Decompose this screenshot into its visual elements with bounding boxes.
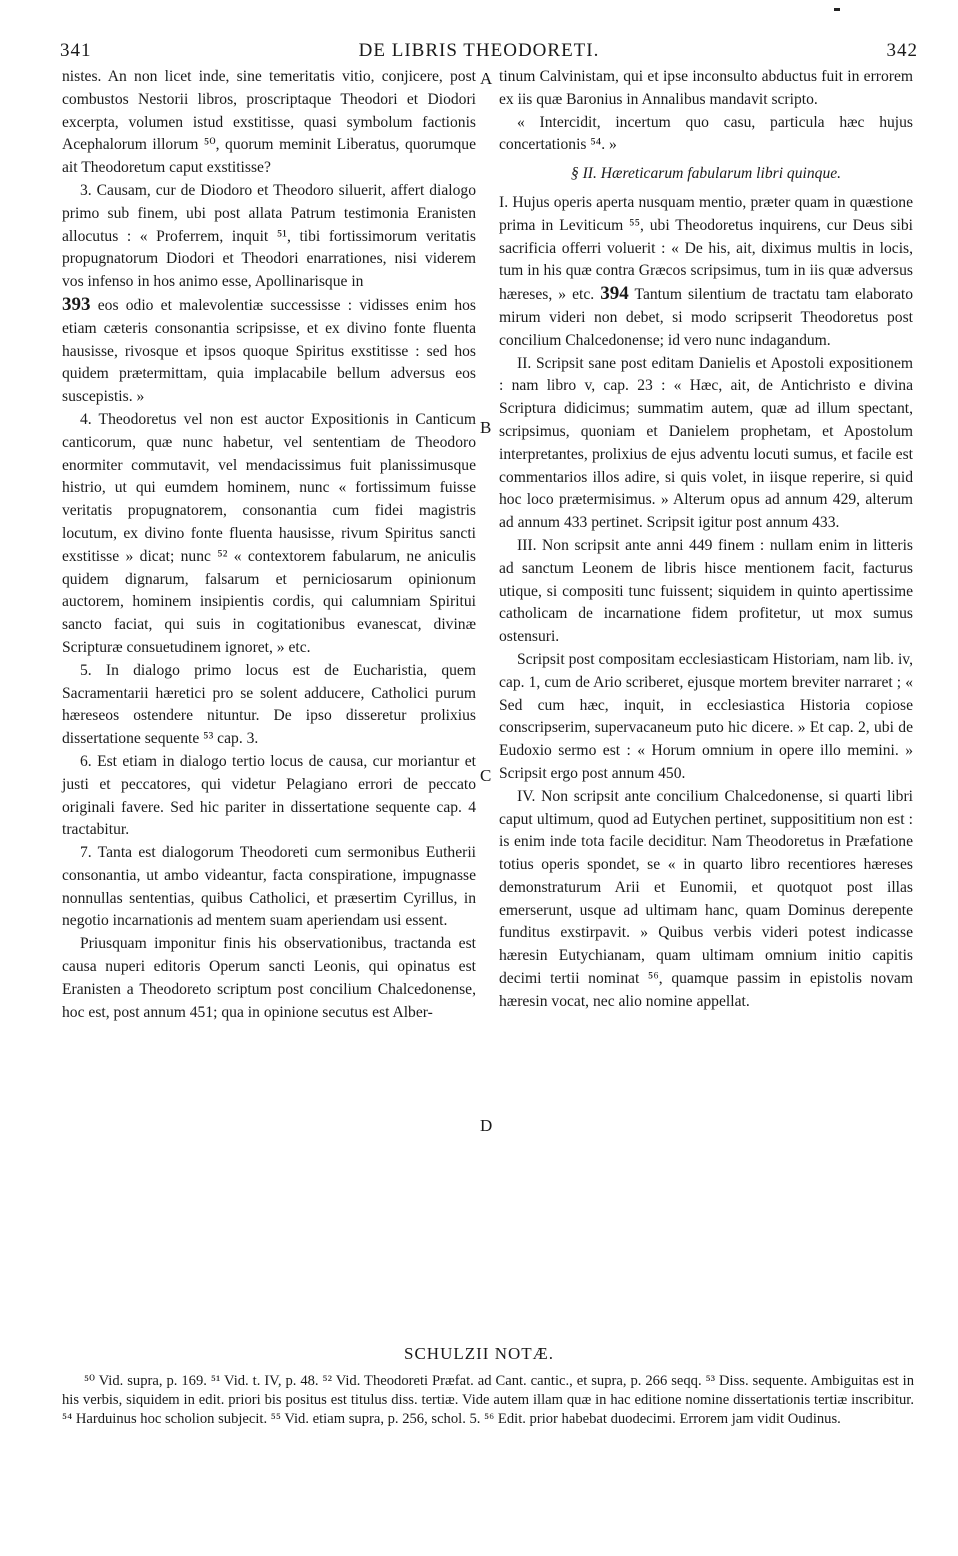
- paragraph-with-page-number: [499, 192, 913, 353]
- paragraph: 3. Causam, cur de Diodoro et Theodoro siluerit, affert dialogo primo sub finem, ubi post allata Patrum testimonia Eranisten allocutus : « Proferrem, inquit ⁵¹, tibi fortissimorum veritatis propugnatorum Diodori et Theodori enarrationes, nisi viderem vos infenso in hos animo esse, Apollinarisque in: [62, 181, 476, 291]
- notes-title: SCHULZII NOTÆ.: [404, 1344, 554, 1363]
- paragraph: Priusquam imponitur finis his observationibus, tractanda est causa nuperi editoris Operum sancti Leonis, qui opinatus est Eranisten a Theodoreto scriptum post concilium Chalcedonense, hoc est, post annum 451; qua in opinione secutus est Alber-: [62, 935, 476, 1021]
- paragraph-text: Tantum silentium de tractatu tam elaborato mirum videri non debet, si modo scripserit Theodoretus post concilium Chalcedonense; id vero nunc indagandum.: [499, 286, 914, 349]
- footnotes: [62, 1372, 914, 1430]
- paragraph: tinum Calvinistam, qui et ipse inconsulto abductus fuit in errorem ex iis quæ Baronius in Annalibus mandavit scripto.: [499, 68, 913, 108]
- paragraph: Scripsit post compositam ecclesiasticam Historiam, nam lib. iv, cap. 1, cum de Ario scriberet, ejusque mortem breviter narraret ; « Sed cum hæc, inquit, in ecclesiastica Historia copiose conscripserim, supervacaneum puto hic dicere. » Et cap. 2, ubi de Eudoxio sermo est : « Horum omnium in opere illo memini. » Scripsit ergo post annum 450.: [499, 650, 913, 782]
- paragraph: 7. Tanta est dialogorum Theodoreti cum sermonibus Eutherii consonantia, ut ambo videantur, facta conspiratione, impugnasse nonnullas sententias, quibus Catholici, et præsertim Cyrillus, in negotio incarnationis ad mentem suam aperiendam usi essent.: [62, 844, 476, 930]
- section-heading: § II. Hæreticarum fabularum libri quinque.: [570, 165, 842, 183]
- paragraph: 6. Est etiam in dialogo tertio locus de causa, cur moriantur et justi et peccatores, qui videtur Pelagiano errori de peccato originali favere. Sed hic pariter in dissertatione sequente cap. 4 tractabitur.: [62, 752, 476, 839]
- page-number-394: 394: [600, 283, 629, 305]
- left-column: [62, 66, 476, 1024]
- page-number-393: 393: [62, 293, 91, 315]
- page-number-left: 341: [60, 40, 92, 61]
- running-header: [0, 40, 958, 66]
- margin-mark-d: D: [480, 1116, 493, 1135]
- paragraph-text: I. Hujus operis aperta nusquam mentio, præter quam in quæstione prima in Leviticum ⁵⁵, ubi Theodoretus inquirens, cur Deus sibi sacrificia offerri voluerit : « De his, ait, diximus multis in locis, tum in his quæ contra Græcos scripsimus, tum in iis quæ adversus hæreses, » etc.: [499, 193, 913, 304]
- margin-mark-b: B: [480, 418, 492, 437]
- corner-tick-mark: [834, 8, 840, 11]
- paragraph: IV. Non scripsit ante concilium Chalcedonense, si quarti libri caput ultimum, quod ad Eutychen pertinet, supposititium non est : is enim inde tota facile decidituг. Nam Theodoretus in Præfatione totius operis spondet, se « in quarto libro recentiores hæreses demonstraturum Arii et Eunomii, et quotquot post illas emerserunt, usque ad ultimam hanc, quam Dominus derepente funditus exstirpavit. » Quibus verbis videri potest indicasse hæresin Eutychianam, quam ultimam omnium initio capitis decimi tertii nominat ⁵⁶, quamque passim in epistolis novam hæresin vocat, nec alio nomine appellat.: [499, 787, 913, 1010]
- paragraph-text: eos odio et malevolentiæ successisse : vidisses enim hos etiam cæteris consonantia scripsisse, et ex divino fonte fluenta hausisse, rivosque et ipsos quoque Spiritus exstitisse : sed hos quidem prætermittam, quia implacabile bellum adversus eos suscepistis. »: [62, 296, 476, 406]
- paragraph-continued: [62, 294, 476, 409]
- paragraph: III. Non scripsit ante anni 449 finem : nullam enim in litteris ad sanctum Leonem de libris hisce mentionem facit, facturus utique, si compositi tunc fuissent; siquidem in quinto apertissime catholicam de incarnatione fidem profitetur, ut mox sumus ostensuri.: [499, 536, 913, 646]
- right-column: [499, 66, 913, 1014]
- paragraph: nistes. An non licet inde, sine temeritatis vitio, conjicere, post combustos Nestorii libros, proscriptaque Theodori et Diodori excerpta, volumen istud exstitisse, quasi symbolum factionis Acephalorum illorum ⁵⁰, quorum meminit Liberatus, quorumque ait Theodoretum caput exstitisse?: [62, 68, 476, 177]
- margin-mark-a: A: [480, 69, 493, 88]
- paragraph: II. Scripsit sane post editam Danielis et Apostoli expositionem : nam libro v, cap. 23 : « Hæc, ait, de Antichristo e divina Scriptura didicimus; summatim autem, quæ ad illum spectant, scripsimus, quoniam et Danielem prophetam, et Apostolum interpretantes, prolixius de ejus adventu locuti sumus, et facile est commentarios illos adire, si quis volet, in iisque reperire, si quid hoc loco prætermisimus. » Alterum opus ad annum 429, alterum ad annum 433 pertinet. Scripsit igitur post annum 433.: [499, 354, 913, 532]
- margin-mark-c: C: [480, 766, 492, 785]
- paragraph: « Intercidit, incertum quo casu, particula hæc hujus concertationis ⁵⁴. »: [499, 113, 913, 154]
- footnotes-text: ⁵⁰ Vid. supra, p. 169. ⁵¹ Vid. t. IV, p. 48. ⁵² Vid. Theodoreti Præfat. ad Cant. cantic., et supra, p. 266 seqq. ⁵³ Diss. sequente. Ambiguitas est in his verbis, siquidem in edit. priori bis positus est titulus diss. tertiæ. Vide autem illam quæ in hac editione nomine dissertationis tertiæ inscribitur. ⁵⁴ Harduinus hoc scholion subjecit. ⁵⁵ Vid. etiam supra, p. 256, schol. 5. ⁵⁶ Edit. prior habebat duodecimi. Errorem jam vidit Oudinus.: [62, 1373, 914, 1428]
- paragraph: 4. Theodoretus vel non est auctor Expositionis in Canticum canticorum, quæ nunc habetur, vel sententiam de Theodoro enormiter commutavit, vel mendacissimus fuit planissimusque histrio, ut qui eumdem hominem, nunc « fortissimum fuisse veritatis propugnatorem, consonantia cum fidei magistris locutum, ex divino fonte fluenta hausisse, rivum Spiritus sancti exstitisse » dicat; nunc ⁵² « contextorem fabularum, ne aniculis quidem dignarum, falsarum et perniciosarum opinionum auctorem, hominem insipientis cordis, qui calumniam Spiritui sancto faciat, qui suis in cogitationibus evanescat, divinæ Scripturæ consuetudinem ignoret, » etc.: [62, 410, 476, 656]
- running-title: DE LIBRIS THEODORETI.: [358, 40, 600, 61]
- paragraph: 5. In dialogo primo locus est de Eucharistia, quem Sacramentarii hæretici pro se solent adducere, Catholici purum hæreseos ostendere nituntur. De ipso disseretur prolixius dissertatione sequente ⁵³ cap. 3.: [62, 661, 476, 748]
- page-number-right: 342: [886, 40, 918, 61]
